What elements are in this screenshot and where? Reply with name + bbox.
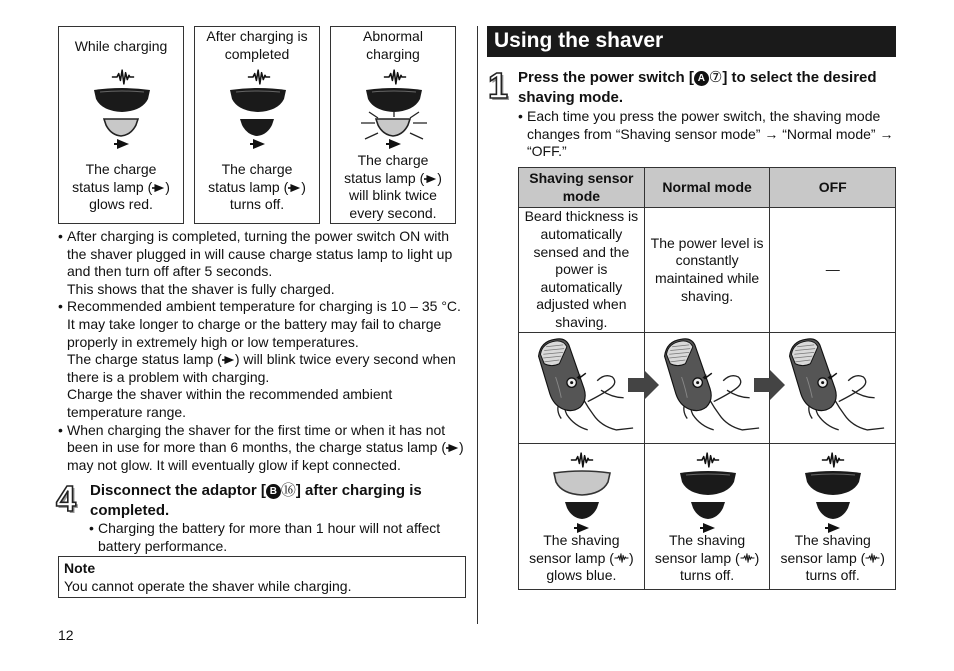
sensor-lamp-icon bbox=[552, 470, 612, 496]
shaver-in-hand-icon bbox=[782, 335, 886, 435]
charge-lamp-icon bbox=[375, 117, 411, 137]
step-notes-list bbox=[518, 108, 894, 161]
plug-icon bbox=[446, 443, 459, 453]
table-row-lamp-states bbox=[519, 444, 896, 590]
waveform-icon bbox=[383, 67, 407, 87]
lamp-state-text: The shaving sensor lamp ( ) turns off. bbox=[654, 532, 760, 584]
shaver-in-hand-icon bbox=[531, 335, 635, 435]
charge-lamp-icon bbox=[812, 500, 854, 520]
shaver-head-icon bbox=[364, 87, 424, 113]
right-arrow-icon bbox=[754, 370, 786, 400]
waveform-icon bbox=[111, 67, 135, 87]
charging-state-box-abnormal bbox=[330, 26, 456, 224]
plug-icon bbox=[288, 183, 301, 193]
list-item: • When charging the shaver for the first time or when it has not been in use for more than 6 months, the charge status lamp ( ) may not glow. It will eventually glow if kept connected. bbox=[58, 422, 468, 475]
part-letter-badge: A bbox=[694, 71, 709, 86]
box-label: Abnormal charging bbox=[363, 28, 423, 62]
table-row-illustrations bbox=[519, 333, 896, 444]
header-normal-mode: Normal mode bbox=[644, 168, 770, 208]
section-title: Using the shaver bbox=[487, 26, 896, 57]
table-cell bbox=[519, 444, 645, 590]
shaver-head-icon bbox=[228, 87, 288, 113]
box-description: The charge status lamp ( ) glows red. bbox=[72, 161, 170, 212]
table-cell bbox=[644, 444, 770, 590]
charge-lamp-icon bbox=[687, 500, 729, 520]
waveform-icon bbox=[740, 552, 755, 564]
table-cell: Beard thickness is automatically sensed and the power is automatically adjusted when shaving. bbox=[519, 208, 645, 333]
charge-lamp-icon bbox=[103, 117, 139, 137]
charge-lamp-icon bbox=[561, 500, 603, 520]
table-cell bbox=[770, 444, 896, 590]
charging-notes-list bbox=[58, 228, 468, 474]
box-label: While charging bbox=[74, 38, 168, 54]
box-description: The charge status lamp ( ) turns off. bbox=[208, 161, 306, 212]
plug-icon bbox=[424, 174, 437, 184]
lamp-state-text: The shaving sensor lamp ( ) turns off. bbox=[780, 532, 885, 584]
header-shaving-sensor-mode: Shaving sensor mode bbox=[519, 168, 645, 208]
page-number: 12 bbox=[58, 627, 74, 643]
plug-icon bbox=[574, 523, 590, 533]
list-item: • Recommended ambient temperature for charging is 10 – 35 °C. It may take longer to charge or the battery may fail to charge properly in extremely high or low temperatures. The charge status lamp ( ) will blink twice every second when there is a problem with charging. Charge the shaver within the recommended ambient temperature range. bbox=[58, 298, 468, 421]
step-number: 1 bbox=[488, 65, 509, 106]
plug-icon bbox=[114, 139, 130, 149]
list-item: • After charging is completed, turning the power switch ON with the shaver plugged in will cause charge status lamp to light up and then turn off after 5 seconds. This shows that the shaver is fully charged. bbox=[58, 228, 468, 298]
box-description: The charge status lamp ( ) will blink twice every second. bbox=[344, 152, 442, 221]
shaver-head-icon bbox=[92, 87, 152, 113]
table-header-row bbox=[519, 168, 896, 208]
shaving-modes-table bbox=[518, 167, 896, 590]
list-item: • Charging the battery for more than 1 hour will not affect battery performance. bbox=[89, 520, 467, 555]
waveform-icon bbox=[865, 552, 880, 564]
header-off: OFF bbox=[770, 168, 896, 208]
waveform-icon bbox=[696, 450, 720, 470]
box-label: After charging is completed bbox=[206, 28, 308, 62]
table-row bbox=[519, 208, 896, 333]
plug-icon bbox=[222, 355, 235, 365]
part-letter-badge: B bbox=[266, 484, 281, 499]
charging-state-box-while-charging bbox=[58, 26, 184, 224]
waveform-icon bbox=[247, 67, 271, 87]
charge-lamp-icon bbox=[239, 117, 275, 137]
step-title: Disconnect the adaptor [ B ⑯] after charging is completed. bbox=[90, 482, 422, 519]
shaver-in-hand-icon bbox=[657, 335, 761, 435]
column-divider bbox=[477, 26, 478, 624]
table-cell bbox=[770, 333, 896, 444]
table-cell bbox=[644, 333, 770, 444]
plug-icon bbox=[386, 139, 402, 149]
right-arrow-icon bbox=[628, 370, 660, 400]
note-title: Note bbox=[64, 560, 96, 576]
list-item: • Each time you press the power switch, the shaving mode changes from “Shaving sensor mode” → “Normal mode” → “OFF.” bbox=[518, 108, 894, 161]
table-cell bbox=[519, 333, 645, 444]
waveform-icon bbox=[821, 450, 845, 470]
step-notes-list bbox=[89, 520, 467, 555]
plug-icon bbox=[825, 523, 841, 533]
charging-state-box-completed bbox=[194, 26, 320, 224]
plug-icon bbox=[152, 183, 165, 193]
sensor-lamp-icon bbox=[803, 470, 863, 496]
step-number: 4 bbox=[56, 478, 77, 519]
table-cell: The power level is constantly maintained while shaving. bbox=[644, 208, 770, 333]
plug-icon bbox=[250, 139, 266, 149]
table-cell: — bbox=[770, 208, 896, 333]
lamp-state-text: The shaving sensor lamp ( ) glows blue. bbox=[529, 532, 634, 584]
plug-icon bbox=[700, 523, 716, 533]
note-text: You cannot operate the shaver while charging. bbox=[64, 577, 352, 594]
waveform-icon bbox=[570, 450, 594, 470]
step-title: Press the power switch [ A ⑦] to select the desired shaving mode. bbox=[518, 69, 877, 106]
sensor-lamp-icon bbox=[678, 470, 738, 496]
note-box bbox=[58, 556, 466, 598]
waveform-icon bbox=[614, 552, 629, 564]
